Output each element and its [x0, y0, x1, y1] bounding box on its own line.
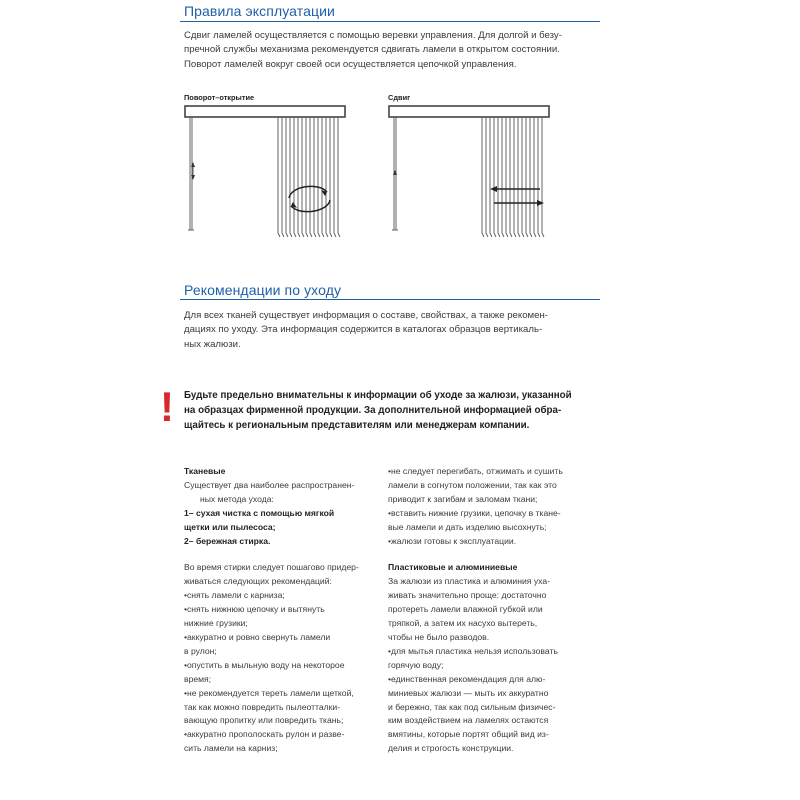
list-item: ламели в согнутом положении, так как это	[388, 479, 557, 490]
plastic-heading: Пластиковые и алюминиевые	[388, 562, 518, 573]
list-item: •снять ламели с карниза;	[184, 590, 285, 601]
list-item: вые ламели и дать изделию высохнуть;	[388, 521, 547, 532]
list-item: миниевых жалюзи — мыть их аккуратно	[388, 687, 549, 698]
text-line: пречной службы механизма рекомендуется сдвигать ламели в открытом состоянии.	[184, 44, 560, 56]
list-item: •жалюзи готовы к эксплуатации.	[388, 535, 517, 546]
list-item: нижние грузики;	[184, 618, 248, 629]
text-line: ных жалюзи.	[184, 338, 241, 350]
operation-paragraph	[184, 29, 562, 72]
shift-diagram-label: Сдвиг	[388, 93, 411, 102]
list-item: •снять нижнюю цепочку и вытянуть	[184, 604, 325, 615]
list-item: ким воздействием на ламелях остаются	[388, 715, 549, 726]
operation-title: Правила эксплуатации	[184, 3, 335, 19]
method-line: 2– бережная стирка.	[184, 535, 271, 546]
list-item: сить ламели на карниз;	[184, 743, 278, 754]
text-line: Во время стирки следует пошагово придер-	[184, 562, 359, 573]
list-item: •аккуратно прополоскать рулон и разве-	[184, 729, 345, 740]
text-line: тряпкой, а затем их насухо вытереть,	[388, 618, 538, 629]
list-item: •для мытья пластика нельзя использовать	[388, 645, 558, 656]
text-line: на образцах фирменной продукции. За дополнительной информацией обра-	[184, 405, 562, 416]
text-line: протереть ламели влажной губкой или	[388, 604, 543, 615]
text-line: Сдвиг ламелей осуществляется с помощью веревки управления. Для долгой и безу-	[184, 30, 562, 41]
list-item: в рулон;	[184, 645, 217, 656]
rotate-diagram-label: Поворот–открытие	[184, 93, 255, 102]
text-line: Для всех тканей существует информация о составе, свойствах, а также рекомен-	[184, 310, 548, 321]
plastic-care-column	[388, 465, 563, 756]
list-item: •единственная рекомендация для алю-	[388, 673, 546, 684]
care-paragraph	[184, 309, 548, 352]
text-line: За жалюзи из пластика и алюминия ухa-	[388, 576, 551, 587]
text-line: Существует два наиболее распространен-	[184, 479, 355, 490]
text-line: дациях по уходу. Эта информация содержится в каталогах образцов вертикаль-	[184, 324, 543, 336]
list-item: •вставить нижние грузики, цепочку в ткане-	[388, 507, 561, 518]
spacer	[184, 548, 359, 561]
text-line: живаться следующих рекомендаций:	[184, 576, 332, 587]
list-item: делия и строгость конструкции.	[388, 743, 514, 754]
list-item: приводит к загибам и заломам ткани;	[388, 493, 538, 504]
fabric-heading: Тканевые	[184, 466, 226, 476]
method-line: щетки или пылесоса;	[184, 521, 276, 532]
list-item: вающую пропитку или повредить ткань;	[184, 715, 344, 726]
method-line: 1– сухая чистка с помощью мягкой	[184, 507, 335, 518]
list-item: •опустить в мыльную воду на некоторое	[184, 659, 345, 670]
list-item: так как можно повредить пылеотталки-	[184, 701, 341, 712]
rotate-open-diagram	[180, 100, 355, 250]
list-item: горячую воду;	[388, 659, 444, 670]
fabric-care-column	[184, 465, 359, 756]
list-item: время;	[184, 673, 212, 684]
warning-text	[184, 388, 572, 433]
text-line: Будьте предельно внимательны к информации об уходе за жалюзи, указанной	[184, 390, 572, 401]
warning-exclamation-icon: !	[160, 383, 174, 430]
text-line: чтобы не было разводов.	[388, 631, 490, 642]
list-item: вмятины, которые портят общий вид из-	[388, 729, 549, 740]
list-item: •аккуратно и ровно свернуть ламели	[184, 631, 331, 642]
care-title-rule	[180, 299, 600, 300]
spacer	[388, 548, 563, 561]
shift-diagram	[384, 100, 559, 250]
list-item: •не рекомендуется тереть ламели щеткой,	[184, 687, 354, 698]
care-title: Рекомендации по уходу	[184, 282, 342, 298]
operation-title-rule	[180, 21, 600, 22]
text-line: ных метода ухода:	[200, 493, 274, 504]
text-line: Поворот ламелей вокруг своей оси осуществляется цепочкой управления.	[184, 58, 517, 70]
text-line: живать значительно проще: достаточно	[388, 590, 547, 601]
list-item: и бережно, так как под сильным физичес-	[388, 701, 556, 712]
list-item: •не следует перегибать, отжимать и сушить	[388, 466, 563, 476]
text-line: щайтесь к региональным представителям или менеджерам компании.	[184, 420, 530, 431]
